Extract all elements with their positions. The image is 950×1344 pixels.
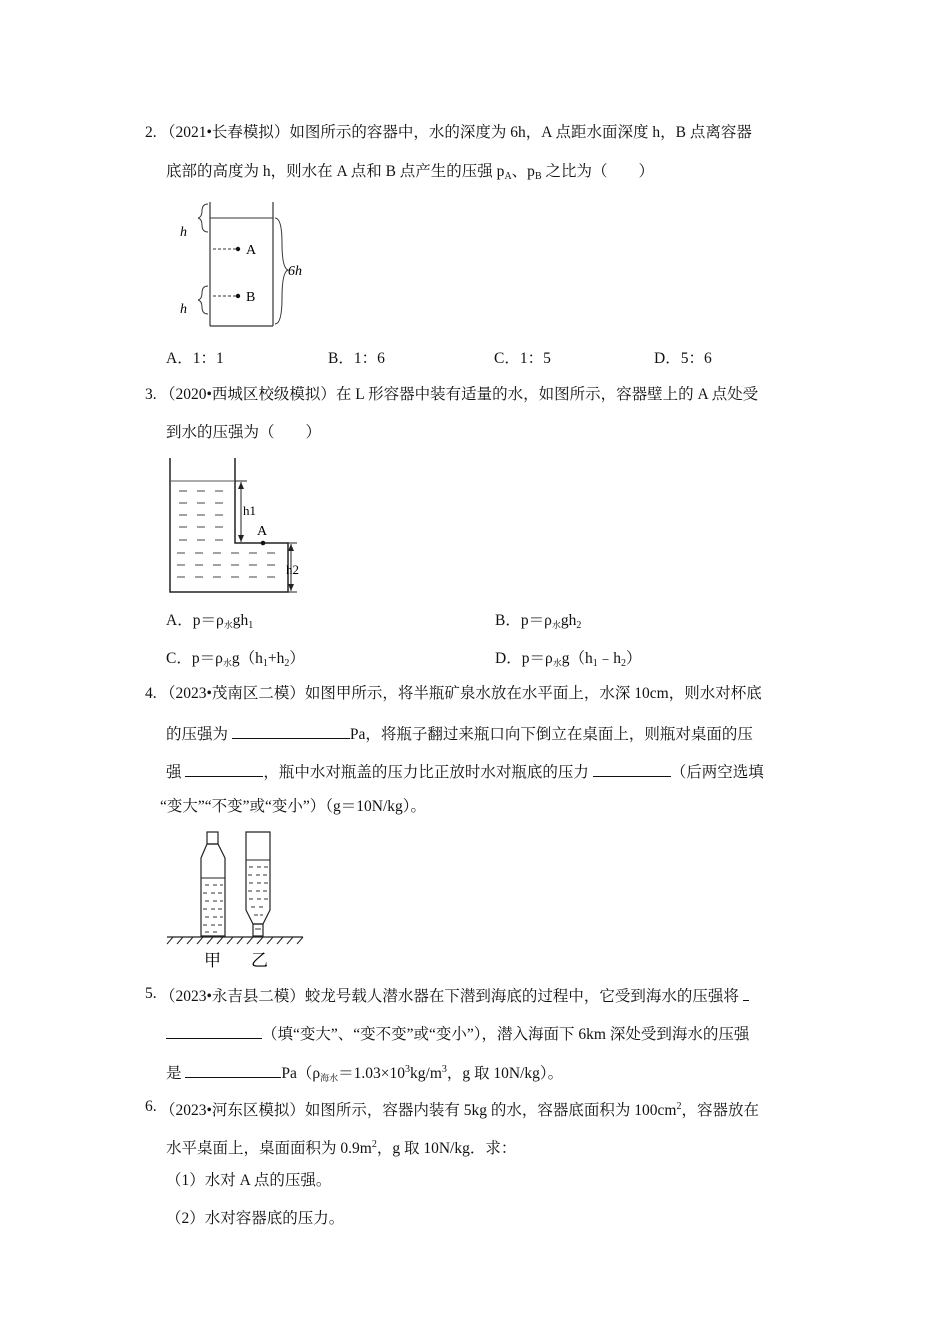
q2-fig-label-A: A: [246, 243, 257, 258]
q3-option-d[interactable]: D．p＝ρ水$g(h_1﹣h_2)$: [495, 650, 642, 669]
q2-fig-label-h-bottom: h: [180, 302, 187, 317]
q2-option-b[interactable]: B．1：6: [328, 350, 385, 367]
q4-blank-2[interactable]: [185, 760, 263, 777]
q5-text-line1: （2023•永吉县二模）蛟龙号载人潜水器在下潜到海底的过程中，它受到海水的压强将: [160, 984, 749, 1007]
q5-blank-1a[interactable]: [743, 984, 749, 1001]
q4-text-line1: （2023•茂南区二模）如图甲所示，将半瓶矿泉水放在水平面上，水深 10cm，则水对杯底: [160, 685, 762, 702]
q5-blank-1b[interactable]: [166, 1022, 262, 1039]
q2-option-a[interactable]: A．1：1: [166, 350, 224, 367]
q5-text-line2: （填“变大”、“变不变”或“变小”），潜入海面下 6km 深处受到海水的压强: [166, 1022, 749, 1045]
q4-blank-1[interactable]: [232, 722, 350, 739]
q2-fig-label-6h: 6h: [288, 264, 302, 279]
q3-fig-label-h2: h2: [286, 562, 299, 577]
q3-option-a[interactable]: A．p＝ρ水$gh_1$: [166, 612, 254, 631]
q3-option-b[interactable]: B．p＝ρ水$gh_2$: [495, 612, 582, 631]
q5-text-line3: 是 Pa（ρ海水$=1.03\times 10^3kg/m^3$，g 取 10N/kg）。: [166, 1060, 563, 1088]
q6-subquestion-2: （2）水对容器底的压力。: [166, 1210, 345, 1227]
q5-number: 5.: [145, 985, 157, 1002]
q3-l-container-figure: [165, 455, 315, 595]
q2-container-figure: [170, 198, 320, 330]
q4-bottles-figure: [165, 828, 305, 970]
q2-option-d[interactable]: D．5：6: [654, 350, 712, 367]
q2-fig-label-h-top: h: [180, 225, 187, 240]
q2-number: 2.: [145, 124, 157, 141]
q2-fig-label-B: B: [246, 290, 256, 305]
q4-number: 4.: [145, 685, 157, 702]
q4-text-line2: 的压强为 Pa，将瓶子翻过来瓶口向下倒立在桌面上，则瓶对桌面的压: [166, 722, 753, 745]
q5-blank-2[interactable]: [185, 1061, 281, 1078]
q6-subquestion-1: （1）水对 A 点的压强。: [166, 1172, 332, 1189]
q4-text-line4: “变大”“不变”或“变小”）（g＝10N/kg）。: [160, 798, 427, 815]
q4-fig-label-yi: 乙: [251, 951, 268, 970]
q2-text-line2: 底部的高度为 h，则水在 A 点和 B 点产生的压强 $p_A$、$p_B$ 之比为（ ）: [166, 163, 654, 182]
q4-fig-label-jia: 甲: [204, 951, 221, 970]
q6-text-line1: （2023•河东区模拟）如图所示，容器内装有 5kg 的水，容器底面积为 $100cm^2$，容器放在: [160, 1101, 760, 1119]
q3-fig-label-A: A: [257, 524, 268, 539]
q3-text-line1: （2020•西城区校级模拟）在 L 形容器中装有适量的水，如图所示，容器壁上的 A 点处受: [160, 386, 759, 403]
q2-text-line1: （2021•长春模拟）如图所示的容器中，水的深度为 6h，A 点距水面深度 h，B 点离容器: [160, 124, 752, 141]
q2-option-c[interactable]: C．1：5: [494, 350, 551, 367]
q4-blank-3[interactable]: [593, 760, 671, 777]
q6-text-line2: 水平桌面上，桌面面积为 $0.9m^2$，g 取 10N/kg．求：: [166, 1139, 517, 1157]
q3-fig-label-h1: h1: [243, 503, 256, 518]
q3-number: 3.: [145, 386, 157, 403]
q3-option-c[interactable]: C．p＝ρ水$g(h_1+h_2)$: [166, 650, 305, 669]
q3-text-line2: 到水的压强为（ ）: [166, 424, 322, 441]
q6-number: 6.: [145, 1098, 157, 1115]
q4-text-line3: 强 ，瓶中水对瓶盖的压力比正放时水对瓶底的压力 （后两空选填: [166, 760, 764, 783]
